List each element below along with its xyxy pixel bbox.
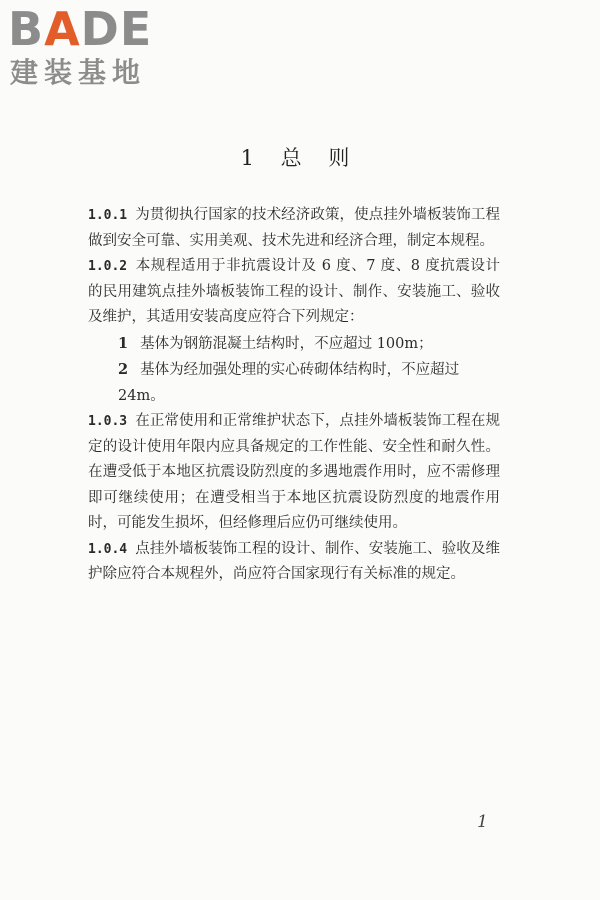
clause-text: 为贯彻执行国家的技术经济政策，使点挂外墙板装饰工程做到安全可靠、实用美观、技术先进和经济合理，制定本规程。 bbox=[88, 207, 500, 249]
clause-1-0-2-item-1 bbox=[88, 331, 500, 358]
clause-1-0-3 bbox=[88, 409, 500, 537]
page-number: 1 bbox=[477, 812, 488, 832]
logo-letters-de: DE bbox=[80, 2, 153, 56]
chapter-title: 1 总 则 bbox=[240, 146, 360, 170]
clause-1-0-2 bbox=[88, 254, 500, 331]
clause-number: 1.0.2 bbox=[88, 259, 128, 274]
item-text: 基体为钢筋混凝土结构时，不应超过 100m； bbox=[140, 335, 433, 352]
clause-1-0-1 bbox=[88, 203, 500, 254]
logo-letter-a: A bbox=[44, 2, 81, 56]
logo-wordmark bbox=[8, 4, 152, 54]
item-text: 基体为经加强处理的实心砖砌体结构时，不应超过 24m。 bbox=[118, 362, 460, 404]
logo bbox=[8, 4, 178, 100]
clause-number: 1.0.4 bbox=[88, 541, 128, 557]
item-number: 2 bbox=[118, 361, 129, 378]
clause-number: 1.0.3 bbox=[88, 414, 128, 429]
clause-1-0-2-item-2 bbox=[88, 357, 500, 409]
clause-1-0-4 bbox=[88, 537, 500, 588]
clause-number: 1.0.1 bbox=[88, 208, 128, 223]
logo-subtitle: 建装基地 bbox=[10, 56, 147, 89]
clause-text: 在正常使用和正常维护状态下，点挂外墙板装饰工程在规定的设计使用年限内应具备规定的工作性能、安全性和耐久性。在遭受低于本地区抗震设防烈度的多遇地震作用时，应不需修理即可继续使用；在遭受相当于本地区抗震设防烈度的地震作用时，可能发生损坏，但经修理后应仍可继续使用。 bbox=[88, 413, 500, 531]
clause-list bbox=[88, 203, 500, 588]
item-number: 1 bbox=[118, 334, 129, 352]
clause-text: 本规程适用于非抗震设计及 6 度、7 度、8 度抗震设计的民用建筑点挂外墙板装饰工程的设计、制作、安装施工、验收及维护，其适用安装高度应符合下列规定： bbox=[88, 258, 500, 325]
clause-text: 点挂外墙板装饰工程的设计、制作、安装施工、验收及维护除应符合本规程外，尚应符合国家现行有关标准的规定。 bbox=[88, 540, 500, 582]
logo-letter-b: B bbox=[8, 2, 45, 56]
